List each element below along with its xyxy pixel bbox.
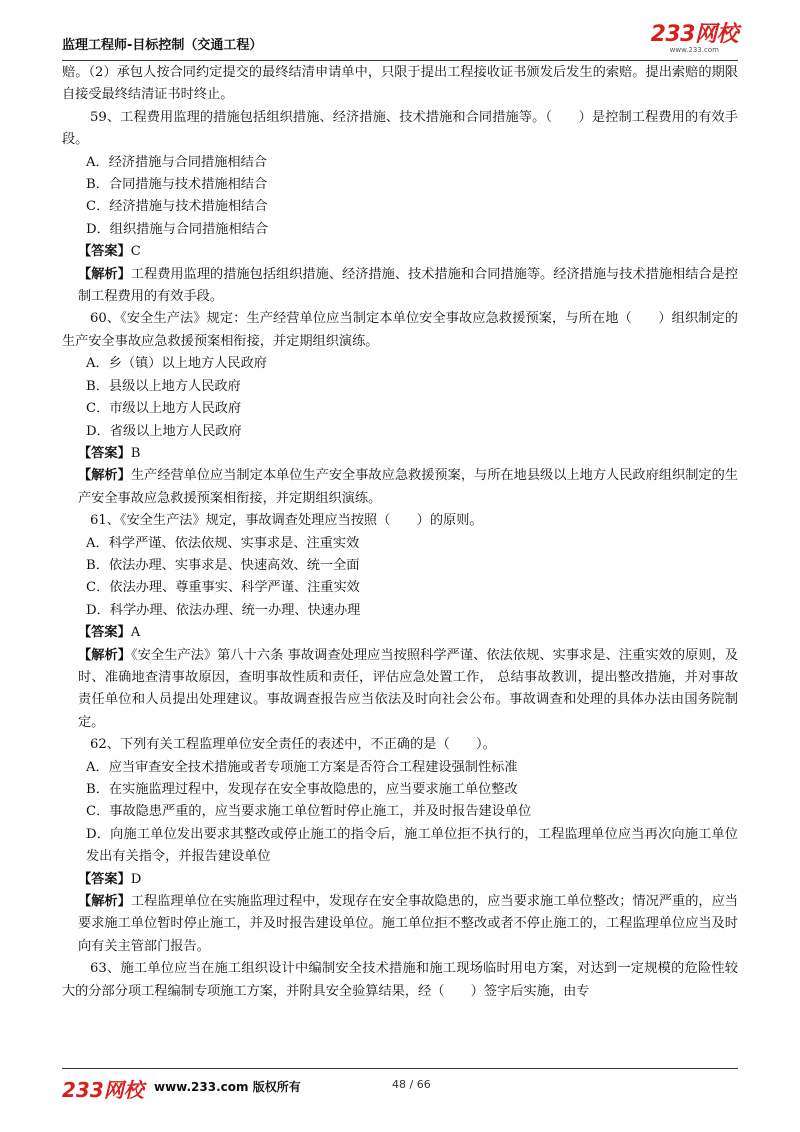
analysis-text: 《安全生产法》第八十六条 事故调查处理应当按照科学严谨、依法依规、实事求是、注重实效的原则，及时、准确地查清事故原因，查明事故性质和责任，评估应急处置工作， 总结事故教训，提出整改措施，并对事故责任单位和人员提出处理建议。事故调查报告应当依法及时向社会公布。事故调查和处理的具体办法由国务院制定。 — [78, 647, 739, 730]
document-body — [62, 62, 738, 1003]
page-footer — [62, 1068, 738, 1108]
option-b: B．县级以上地方人民政府 — [86, 378, 241, 394]
analysis-label: 【解析】 — [78, 468, 131, 484]
analysis-line — [62, 891, 738, 958]
answer-label: 【答案】 — [78, 244, 131, 260]
analysis-line — [62, 465, 738, 510]
question-59 — [62, 107, 738, 309]
option-c: C．市级以上地方人民政府 — [86, 401, 242, 417]
copyright-text[interactable]: www.233.com 版权所有 — [154, 1080, 301, 1094]
question-stem: 60、《安全生产法》规定：生产经营单位应当制定本单位安全事故应急救援预案，与所在地（ ）组织制定的生产安全事故应急救援预案相衔接，并定期组织演练。 — [62, 311, 738, 349]
brand-logo — [651, 24, 738, 54]
answer-value: B — [130, 445, 141, 461]
analysis-label: 【解析】 — [78, 647, 131, 663]
question-63-stem: 63、施工单位应当在施工组织设计中编制安全技术措施和施工现场临时用电方案，对达到一定规模的危险性较大的分部分项工程编制专项施工方案，并附具安全验算结果，经（ ）签字后实施，由专 — [62, 961, 738, 999]
question-stem: 59、工程费用监理的措施包括组织措施、经济措施、技术措施和合同措施等。（ ）是控制工程费用的有效手段。 — [62, 109, 738, 148]
option-a: A．科学严谨、依法依规、实事求是、注重实效 — [86, 535, 360, 551]
answer-value: A — [130, 625, 141, 641]
option-d: D．组织措施与合同措施相结合 — [86, 221, 269, 237]
question-62 — [62, 734, 738, 958]
option-a: A．乡（镇）以上地方人民政府 — [86, 356, 267, 372]
question-stem: 62、下列有关工程监理单位安全责任的表述中，不正确的是（ ）。 — [90, 737, 496, 753]
option-d: D．向施工单位发出要求其整改或停止施工的指令后，施工单位拒不执行的，工程监理单位应当再次向施工单位发出有关指令，并报告建设单位 — [86, 826, 738, 865]
answer-line — [62, 622, 738, 644]
analysis-text: 工程费用监理的措施包括组织措施、经济措施、技术措施和合同措施等。经济措施与技术措施相结合是控制工程费用的有效手段。 — [78, 266, 739, 305]
option-b: B．在实施监理过程中，发现存在安全事故隐患的，应当要求施工单位整改 — [86, 782, 518, 797]
answer-label: 【答案】 — [78, 445, 131, 461]
analysis-text: 生产经营单位应当制定本单位生产安全事故应急救援预案，与所在地县级以上地方人民政府组织制定的生产安全事故应急救援预案相衔接，并定期组织演练。 — [78, 468, 739, 506]
question-61 — [62, 510, 738, 734]
analysis-line — [62, 264, 738, 309]
answer-label: 【答案】 — [78, 625, 131, 641]
option-c: C．事故隐患严重的，应当要求施工单位暂时停止施工，并及时报告建设单位 — [86, 804, 532, 820]
analysis-text: 工程监理单位在实施监理过程中，发现存在安全事故隐患的，应当要求施工单位整改；情况严重的，应当要求施工单位暂时停止施工，并及时报告建设单位。施工单位拒不整改或者不停止施工的，工程监理单位应当及时向有关主管部门报告。 — [78, 894, 739, 954]
option-c: C．经济措施与技术措施相结合 — [86, 199, 268, 215]
answer-value: C — [130, 244, 141, 260]
footer-logo: 233网校 — [62, 1078, 144, 1102]
answer-label: 【答案】 — [78, 871, 131, 887]
question-60 — [62, 308, 738, 510]
option-a: A．经济措施与合同措施相结合 — [86, 154, 267, 170]
option-d: D．科学办理、依法办理、统一办理、快速办理 — [86, 602, 361, 618]
header-title: 监理工程师-目标控制（交通工程） — [62, 38, 263, 53]
logo-url: www.233.com — [669, 46, 719, 54]
answer-line — [62, 443, 738, 465]
option-b: B．依法办理、实事求是、快速高效、统一全面 — [86, 557, 360, 573]
analysis-label: 【解析】 — [78, 266, 131, 282]
footer-divider — [62, 1068, 738, 1069]
option-a: A．应当审查安全技术措施或者专项施工方案是否符合工程建设强制性标准 — [86, 759, 518, 775]
answer-value: D — [130, 871, 142, 887]
header-divider — [62, 60, 738, 61]
answer-line — [62, 241, 738, 263]
answer-line — [62, 869, 738, 891]
analysis-label: 【解析】 — [78, 894, 131, 910]
option-d: D．省级以上地方人民政府 — [86, 423, 242, 439]
option-c: C．依法办理、尊重事实、科学严谨、注重实效 — [86, 580, 360, 596]
analysis-line — [62, 645, 738, 735]
page-number: 48 / 66 — [392, 1078, 431, 1091]
logo-text: 233网校 — [650, 22, 738, 47]
page-header — [62, 24, 738, 58]
question-stem: 61、《安全生产法》规定，事故调查处理应当按照（ ）的原则。 — [90, 513, 483, 529]
option-b: B．合同措施与技术措施相结合 — [86, 177, 268, 193]
intro-paragraph: 赔。（2）承包人按合同约定提交的最终结清申请单中，只限于提出工程接收证书颁发后发生的索赔。提出索赔的期限自接受最终结清证书时终止。 — [62, 65, 738, 103]
